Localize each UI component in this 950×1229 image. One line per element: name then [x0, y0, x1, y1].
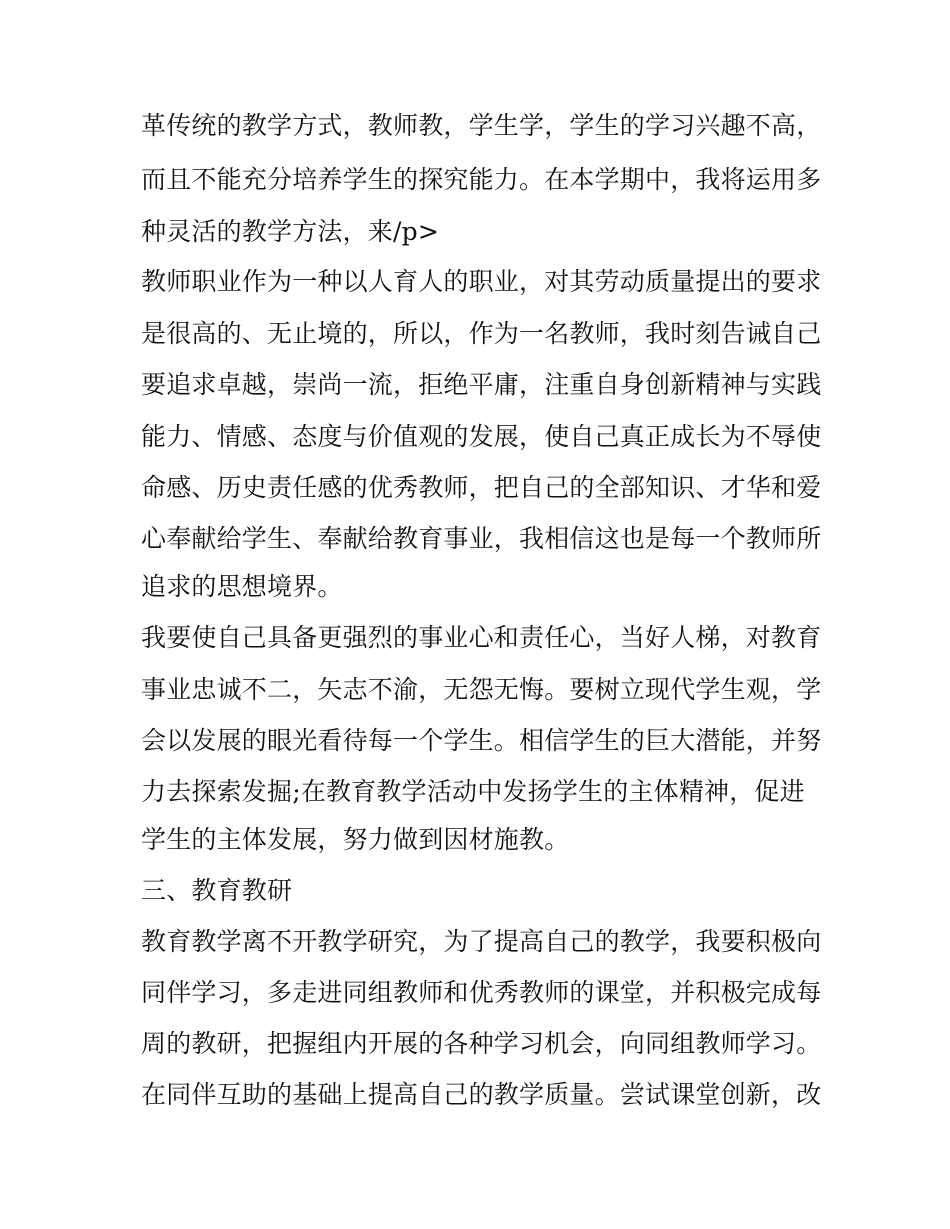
text-line: 教师职业作为一种以人育人的职业，对其劳动质量提出的要求 [141, 267, 822, 296]
text-line: 同伴学习，多走进同组教师和优秀教师的课堂，并积极完成每 [141, 978, 822, 1007]
text-line: 我要使自己具备更强烈的事业心和责任心，当好人梯，对教育 [141, 623, 822, 652]
text-line: 教育教学离不开教学研究，为了提高自己的教学，我要积极向 [141, 927, 822, 956]
text-line: 而且不能充分培养学生的探究能力。在本学期中，我将运用多 [141, 165, 822, 194]
text-line: 是很高的、无止境的，所以，作为一名教师，我时刻告诫自己 [141, 319, 822, 348]
text-line: 追求的思想境界。 [141, 572, 343, 601]
text-line: 能力、情感、态度与价值观的发展，使自己真正成长为不辱使 [141, 422, 822, 451]
text-line: 要追求卓越，崇尚一流，拒绝平庸，注重自身创新精神与实践 [141, 370, 822, 399]
text-line: 在同伴互助的基础上提高自己的教学质量。尝试课堂创新，改 [141, 1080, 822, 1109]
text-line: 事业忠诚不二，矢志不渝，无怨无悔。要树立现代学生观，学 [141, 675, 822, 704]
text-line: 学生的主体发展，努力做到因材施教。 [141, 825, 570, 854]
text-line: 心奉献给学生、奉献给教育事业，我相信这也是每一个教师所 [141, 524, 822, 553]
text-line: 种灵活的教学方法，来/p> [141, 217, 439, 246]
text-line: 会以发展的眼光看待每一个学生。相信学生的巨大潜能，并努 [141, 726, 822, 755]
text-line: 命感、历史责任感的优秀教师，把自己的全部知识、才华和爱 [141, 473, 822, 502]
text-line: 力去探索发掘;在教育教学活动中发扬学生的主体精神，促进 [141, 777, 805, 806]
section-heading: 三、教育教研 [141, 876, 293, 905]
text-line: 周的教研，把握组内开展的各种学习机会，向同组教师学习。 [141, 1029, 822, 1058]
text-line: 革传统的教学方式，教师教，学生学，学生的学习兴趣不高， [141, 111, 822, 140]
